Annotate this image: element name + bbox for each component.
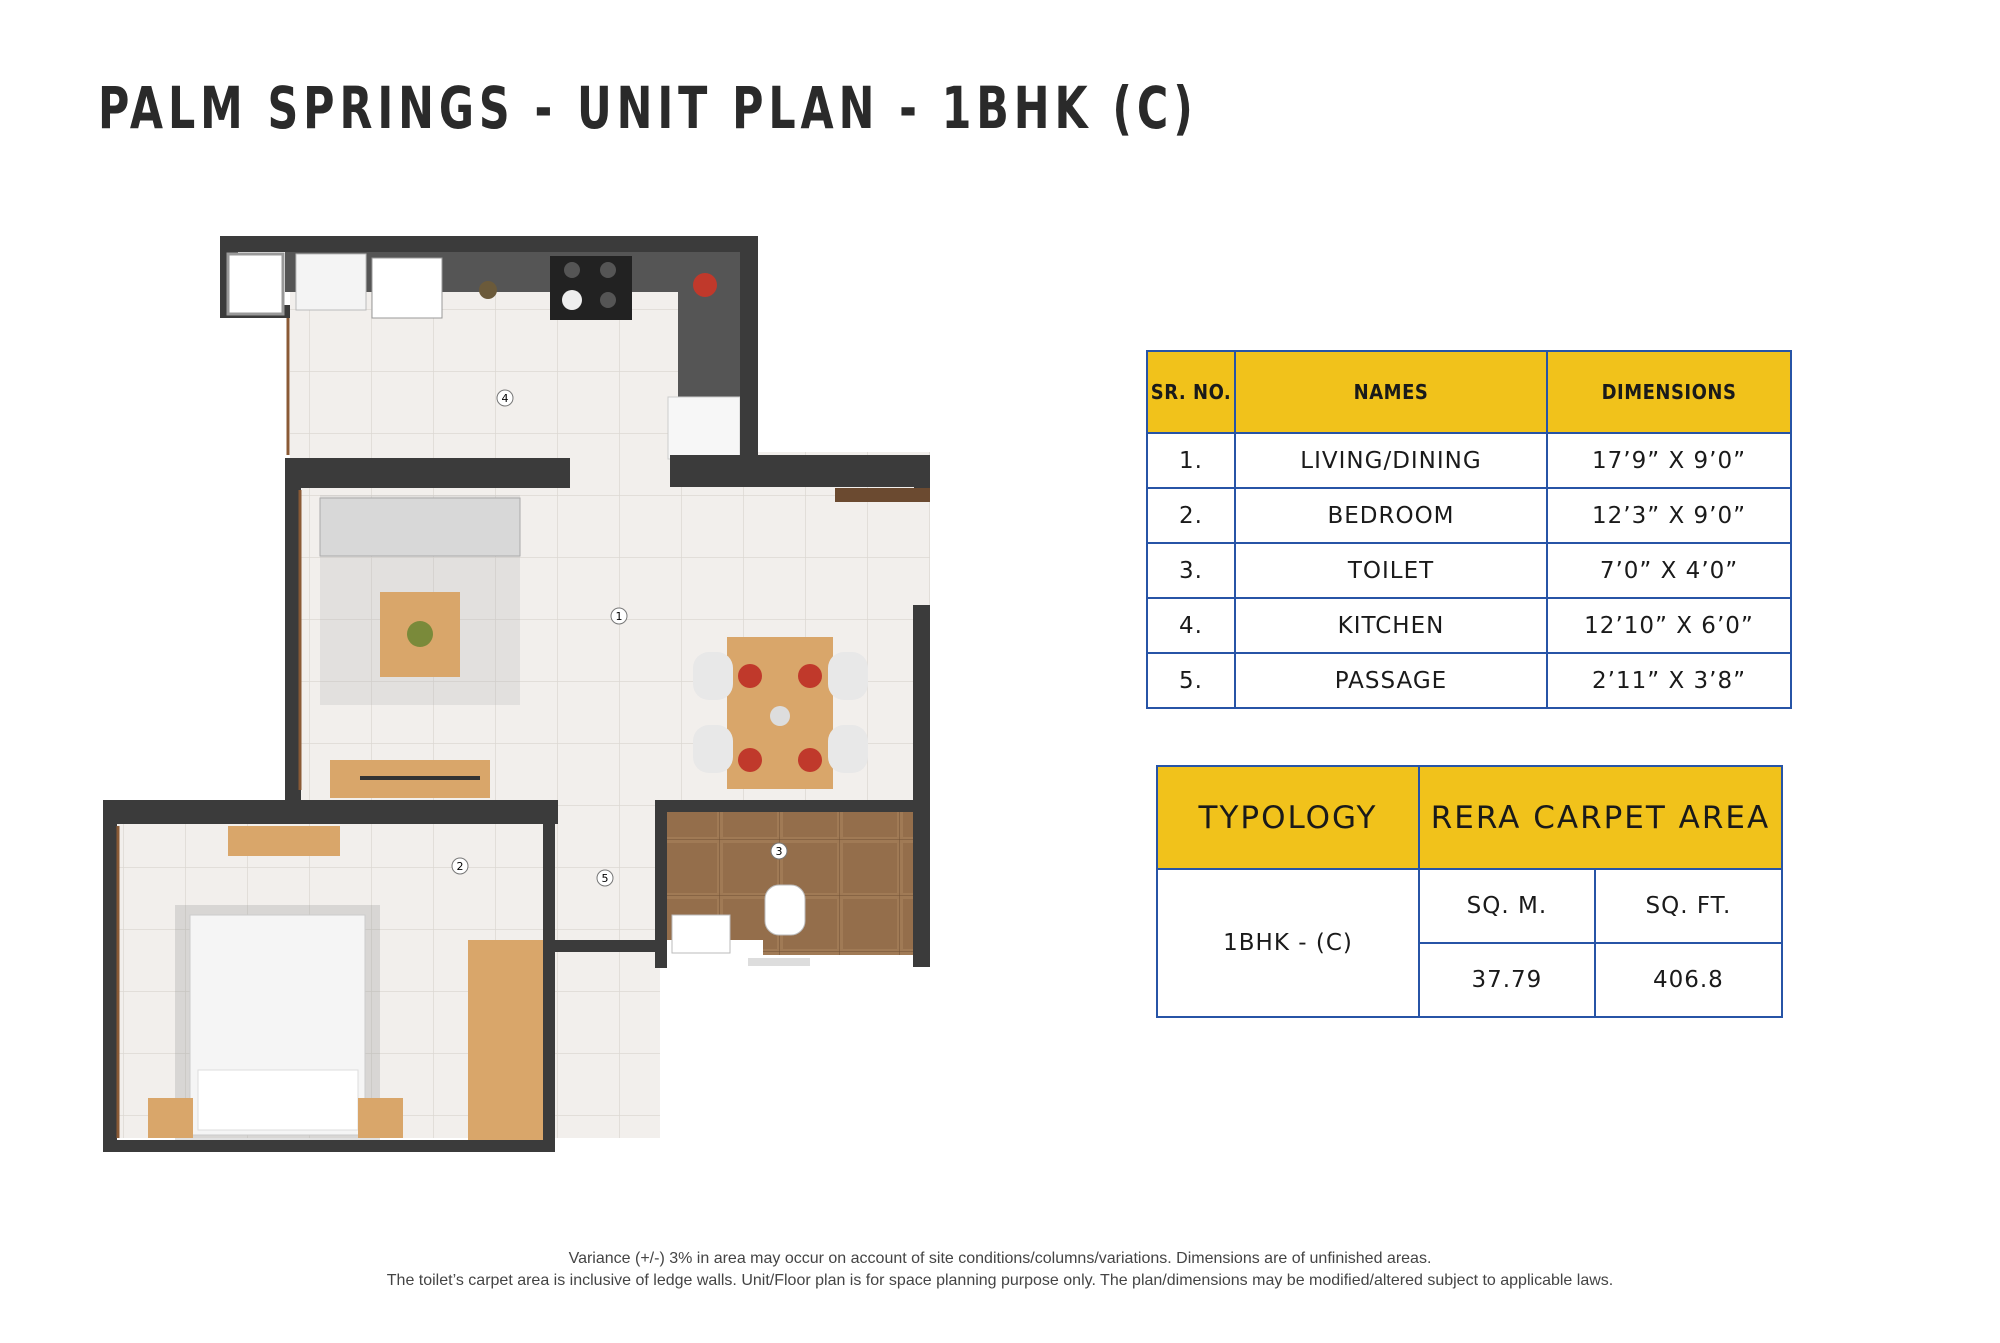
row-no: 2. xyxy=(1147,488,1235,543)
tv xyxy=(360,776,480,780)
table-row xyxy=(1147,433,1791,488)
bedroom-tv-unit xyxy=(228,826,340,856)
header-dimensions: DIMENSIONS xyxy=(1547,351,1791,433)
room-marker-3 xyxy=(771,843,787,859)
wardrobe xyxy=(468,940,543,1140)
typology-value: 1BHK - (C) xyxy=(1157,869,1419,1017)
svg-text:3: 3 xyxy=(775,845,783,858)
room-marker-5 xyxy=(597,870,613,886)
table-row xyxy=(1147,488,1791,543)
svg-text:2: 2 xyxy=(456,860,464,873)
room-marker-1 xyxy=(611,608,627,624)
disclaimer-line-1: Variance (+/-) 3% in area may occur on account of site conditions/columns/variations. Dimensions are of unfinished areas. xyxy=(568,1250,1432,1267)
svg-text:4: 4 xyxy=(501,392,509,405)
table-row xyxy=(1147,543,1791,598)
sqft-value: 406.8 xyxy=(1595,943,1782,1017)
unit-sqft: SQ. FT. xyxy=(1595,869,1782,943)
row-name: LIVING/DINING xyxy=(1235,433,1547,488)
unit-sqm: SQ. M. xyxy=(1419,869,1595,943)
row-no: 4. xyxy=(1147,598,1235,653)
header-names: NAMES xyxy=(1235,351,1547,433)
row-no: 1. xyxy=(1147,433,1235,488)
sqm-value: 37.79 xyxy=(1419,943,1595,1017)
toilet xyxy=(667,812,913,966)
row-dimension: 7’0” X 4’0” xyxy=(1547,543,1791,598)
row-dimension: 17’9” X 9’0” xyxy=(1547,433,1791,488)
table-row xyxy=(1147,653,1791,708)
carpet-area-table xyxy=(1156,765,1783,1018)
header-typology: TYPOLOGY xyxy=(1157,766,1419,869)
svg-text:5: 5 xyxy=(601,872,609,885)
sofa xyxy=(320,495,520,705)
page-title: PALM SPRINGS - UNIT PLAN - 1BHK (C) xyxy=(98,74,1198,142)
table-header-row xyxy=(1147,351,1791,433)
row-dimension: 2’11” X 3’8” xyxy=(1547,653,1791,708)
row-no: 3. xyxy=(1147,543,1235,598)
row-dimension: 12’10” X 6’0” xyxy=(1547,598,1791,653)
header-sr-no: SR. NO. xyxy=(1147,351,1235,433)
table-row xyxy=(1147,598,1791,653)
row-no: 5. xyxy=(1147,653,1235,708)
row-name: PASSAGE xyxy=(1235,653,1547,708)
header-carpet-area: RERA CARPET AREA xyxy=(1419,766,1782,869)
row-name: TOILET xyxy=(1235,543,1547,598)
room-dimensions-table xyxy=(1146,350,1792,709)
disclaimer-line-2: The toilet’s carpet area is inclusive of ledge walls. Unit/Floor plan is for space planning purpose only. The plan/dimensions may be modified/altered subject to applicable laws. xyxy=(386,1272,1614,1289)
svg-text:1: 1 xyxy=(615,610,623,623)
row-name: KITCHEN xyxy=(1235,598,1547,653)
row-name: BEDROOM xyxy=(1235,488,1547,543)
room-marker-4 xyxy=(497,390,513,406)
row-dimension: 12’3” X 9’0” xyxy=(1547,488,1791,543)
room-marker-2 xyxy=(452,858,468,874)
disclaimer xyxy=(0,1248,2000,1292)
bed xyxy=(148,905,403,1140)
